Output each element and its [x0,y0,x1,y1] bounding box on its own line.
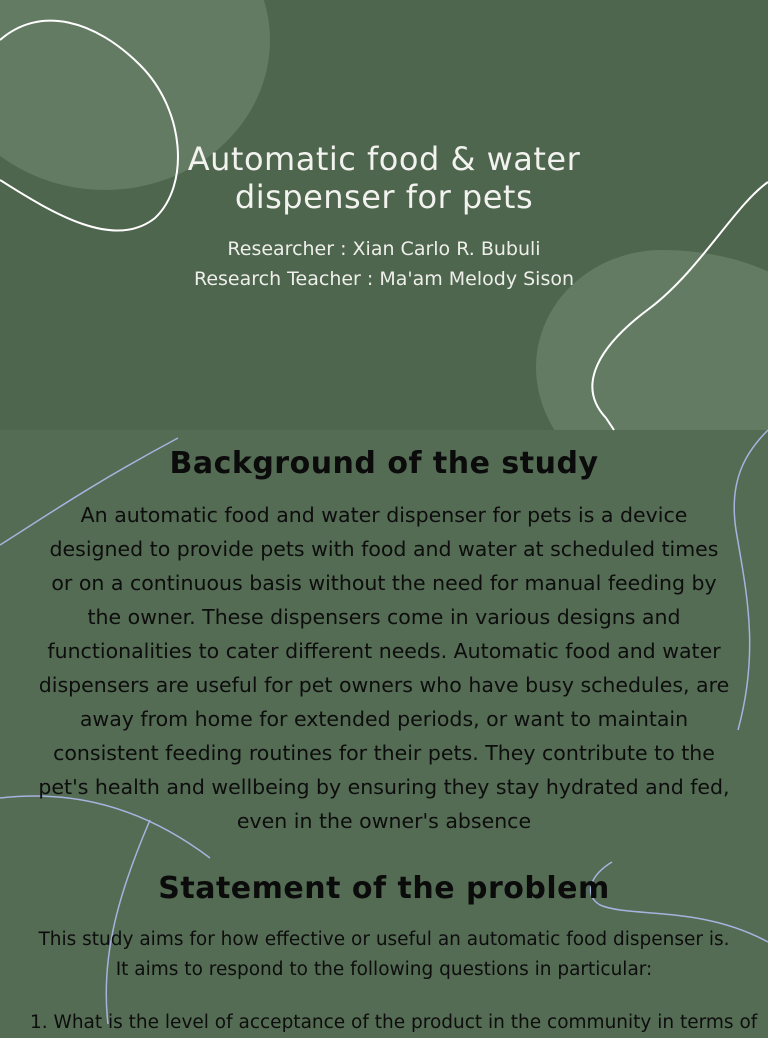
researcher-line: Researcher : Xian Carlo R. Bubuli [227,238,541,260]
problem-text: This study aims for how effective or useful an automatic food dispenser is. It aims to respond to the following questions in particular: [38,929,730,980]
title-line-2: dispenser for pets [234,178,534,216]
title-line-1: Automatic food & water [187,140,581,178]
teacher-line: Research Teacher : Ma'am Melody Sison [193,268,575,290]
background-heading: Background of the study [169,446,599,481]
page-title [0,140,768,216]
problem-heading: Statement of the problem [158,871,610,906]
background-text: An automatic food and water dispenser for pets is a device designed to provide pets with food and water at scheduled times or on a continuous basis without the need for manual feeding by the owner. These dispensers come in various designs and functionalities to cater different needs. Automatic food and water dispensers are useful for pet owners who have busy schedules, are away from home for extended periods, or want to maintain consistent feeding routines for their pets. They contribute to the pet's health and wellbeing by ensuring they stay hydrated and fed, even in the owner's absence [38,503,730,833]
problem-question-1: 1. What is the level of acceptance of the product in the community in terms of [30,1012,758,1033]
